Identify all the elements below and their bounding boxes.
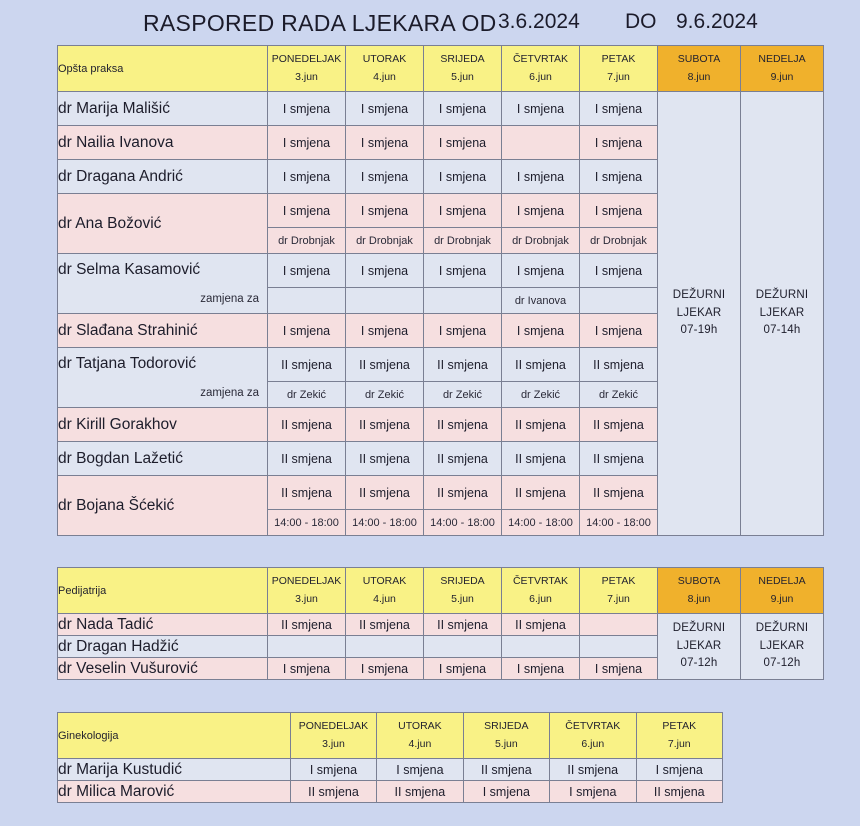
shift-cell: II smjena	[424, 442, 502, 476]
day-name: UTORAK	[398, 719, 442, 732]
weekend-header-nedelja	[741, 568, 824, 614]
shift-cell	[502, 636, 580, 658]
day-header-ponedeljak	[268, 46, 346, 92]
table-row	[58, 614, 824, 636]
day-name: SRIJEDA	[484, 719, 529, 732]
sub-value-cell	[424, 288, 502, 314]
day-header-petak	[636, 713, 723, 759]
shift-cell: II smjena	[346, 442, 424, 476]
shift-cell: I smjena	[268, 160, 346, 194]
day-name: ČETVRTAK	[512, 574, 569, 587]
day-name: PONEDELJAK	[271, 52, 342, 65]
title-date-from: 3.6.2024	[498, 10, 580, 33]
sub-value-cell	[268, 288, 346, 314]
day-date: 8.jun	[687, 593, 711, 605]
sub-value-cell: dr Zekić	[268, 382, 346, 408]
day-date: 5.jun	[494, 738, 518, 750]
sub-value-cell: dr Drobnjak	[268, 228, 346, 254]
shift-cell: I smjena	[502, 92, 580, 126]
header-row	[58, 568, 824, 614]
day-name: UTORAK	[362, 574, 407, 587]
shift-cell: II smjena	[424, 408, 502, 442]
page-title	[0, 10, 860, 44]
duty-line-2: LJEKAR	[759, 306, 805, 319]
shift-cell: I smjena	[502, 254, 580, 288]
shift-cell: II smjena	[502, 442, 580, 476]
day-header-petak	[580, 568, 658, 614]
shift-cell: I smjena	[424, 314, 502, 348]
sub-value-cell: 14:00 - 18:00	[346, 510, 424, 536]
day-header-četvrtak	[502, 568, 580, 614]
weekend-header-nedelja	[741, 46, 824, 92]
shift-cell: I smjena	[424, 254, 502, 288]
shift-cell: I smjena	[502, 194, 580, 228]
shift-cell: II smjena	[580, 442, 658, 476]
sub-value-cell: 14:00 - 18:00	[268, 510, 346, 536]
day-name: NEDELJA	[758, 52, 806, 65]
shift-cell: I smjena	[580, 658, 658, 680]
day-name: PETAK	[662, 719, 697, 732]
sub-value-cell: 14:00 - 18:00	[424, 510, 502, 536]
duty-line-2: LJEKAR	[676, 639, 722, 652]
shift-cell: II smjena	[268, 348, 346, 382]
header-row	[58, 46, 824, 92]
day-name: PETAK	[601, 52, 636, 65]
weekend-header-subota	[658, 46, 741, 92]
shift-cell: II smjena	[268, 476, 346, 510]
shift-cell: I smjena	[424, 160, 502, 194]
doctor-name: dr Tatjana Todorović zamjena za	[58, 348, 268, 408]
day-name: SUBOTA	[677, 574, 721, 587]
day-date: 9.jun	[770, 71, 794, 83]
shift-cell: I smjena	[346, 254, 424, 288]
shift-cell: I smjena	[346, 194, 424, 228]
shift-cell: II smjena	[424, 614, 502, 636]
day-name: PONEDELJAK	[271, 574, 342, 587]
day-header-četvrtak	[550, 713, 636, 759]
doctor-name: dr Marija Mališić	[58, 92, 268, 126]
day-header-srijeda	[424, 568, 502, 614]
shift-cell: II smjena	[290, 781, 376, 803]
duty-line-3: 07-12h	[680, 657, 718, 670]
table-row	[58, 92, 824, 126]
shift-cell: I smjena	[377, 759, 463, 781]
day-date: 7.jun	[607, 71, 630, 83]
shift-cell	[580, 636, 658, 658]
day-date: 4.jun	[373, 593, 396, 605]
shift-cell: II smjena	[502, 348, 580, 382]
day-date: 4.jun	[373, 71, 396, 83]
day-date: 8.jun	[687, 71, 711, 83]
duty-cell-sunday	[741, 614, 824, 680]
doctor-name: dr Selma Kasamović zamjena za	[58, 254, 268, 314]
shift-cell: II smjena	[346, 614, 424, 636]
doctor-name: dr Dragan Hadžić	[58, 636, 268, 658]
shift-cell: I smjena	[502, 160, 580, 194]
doctor-name: dr Ana Božović	[58, 194, 268, 254]
shift-cell: I smjena	[424, 92, 502, 126]
doctor-name: dr Bogdan Lažetić	[58, 442, 268, 476]
table-ginekologija	[57, 712, 723, 803]
doctor-name: dr Slađana Strahinić	[58, 314, 268, 348]
sub-value-cell: dr Zekić	[580, 382, 658, 408]
day-header-utorak	[377, 713, 463, 759]
shift-cell: I smjena	[580, 160, 658, 194]
shift-cell	[346, 636, 424, 658]
duty-line-2: LJEKAR	[676, 306, 722, 319]
shift-cell: II smjena	[502, 476, 580, 510]
duty-line-3: 07-19h	[680, 324, 718, 337]
day-date: 4.jun	[408, 738, 432, 750]
shift-cell: I smjena	[550, 781, 636, 803]
sub-value-cell: dr Zekić	[424, 382, 502, 408]
shift-cell: II smjena	[268, 408, 346, 442]
sub-value-cell: 14:00 - 18:00	[580, 510, 658, 536]
shift-cell: I smjena	[346, 126, 424, 160]
shift-cell: I smjena	[346, 92, 424, 126]
doctor-name: dr Milica Marović	[58, 781, 291, 803]
shift-cell: I smjena	[346, 314, 424, 348]
day-date: 9.jun	[770, 593, 794, 605]
sub-label: zamjena za	[200, 293, 259, 305]
sub-value-cell: dr Ivanova	[502, 288, 580, 314]
table-row	[58, 759, 723, 781]
day-date: 7.jun	[607, 593, 630, 605]
day-name: NEDELJA	[758, 574, 806, 587]
day-header-srijeda	[463, 713, 549, 759]
shift-cell	[424, 636, 502, 658]
day-date: 5.jun	[451, 71, 474, 83]
shift-cell: I smjena	[580, 92, 658, 126]
section-label: Ginekologija	[58, 713, 291, 759]
day-date: 3.jun	[295, 593, 318, 605]
duty-line-1: DEŽURNI	[672, 288, 726, 301]
shift-cell	[268, 636, 346, 658]
shift-cell: II smjena	[268, 614, 346, 636]
sub-value-cell: dr Drobnjak	[502, 228, 580, 254]
day-header-utorak	[346, 46, 424, 92]
shift-cell: I smjena	[580, 254, 658, 288]
weekend-header-subota	[658, 568, 741, 614]
shift-cell: I smjena	[580, 194, 658, 228]
day-header-četvrtak	[502, 46, 580, 92]
shift-cell: II smjena	[377, 781, 463, 803]
table-opsta-praksa	[57, 45, 824, 536]
section-label: Opšta praksa	[58, 46, 268, 92]
duty-line-2: LJEKAR	[759, 639, 805, 652]
day-date: 3.jun	[322, 738, 345, 750]
shift-cell: II smjena	[502, 614, 580, 636]
shift-cell: I smjena	[502, 314, 580, 348]
day-date: 3.jun	[295, 71, 318, 83]
shift-cell: I smjena	[268, 658, 346, 680]
shift-cell: II smjena	[502, 408, 580, 442]
shift-cell: I smjena	[424, 126, 502, 160]
duty-line-3: 07-14h	[763, 324, 801, 337]
title-date-to: 9.6.2024	[676, 10, 758, 33]
doctor-name: dr Veselin Vušurović	[58, 658, 268, 680]
title-connector: DO	[625, 10, 657, 33]
day-date: 6.jun	[529, 593, 552, 605]
shift-cell: II smjena	[550, 759, 636, 781]
shift-cell: I smjena	[268, 126, 346, 160]
header-row	[58, 713, 723, 759]
shift-cell: II smjena	[268, 442, 346, 476]
sub-value-cell: dr Drobnjak	[424, 228, 502, 254]
shift-cell: I smjena	[580, 314, 658, 348]
table-row	[58, 781, 723, 803]
duty-line-1: DEŽURNI	[672, 621, 726, 634]
shift-cell: I smjena	[636, 759, 723, 781]
shift-cell: I smjena	[346, 658, 424, 680]
day-name: SRIJEDA	[440, 574, 485, 587]
day-header-petak	[580, 46, 658, 92]
title-main-text: RASPORED RADA LJEKARA OD	[143, 10, 497, 36]
shift-cell: I smjena	[502, 658, 580, 680]
day-date: 6.jun	[581, 738, 605, 750]
shift-cell: I smjena	[580, 126, 658, 160]
duty-cell-sunday	[741, 92, 824, 536]
shift-cell: I smjena	[268, 194, 346, 228]
shift-cell	[502, 126, 580, 160]
day-name: PETAK	[601, 574, 636, 587]
day-name: PONEDELJAK	[298, 719, 369, 732]
shift-cell: I smjena	[346, 160, 424, 194]
sub-value-cell: dr Drobnjak	[346, 228, 424, 254]
day-date: 7.jun	[667, 738, 691, 750]
shift-cell: I smjena	[290, 759, 376, 781]
day-name: SRIJEDA	[440, 52, 485, 65]
sub-value-cell: dr Zekić	[346, 382, 424, 408]
shift-cell: II smjena	[424, 476, 502, 510]
doctor-name: dr Marija Kustudić	[58, 759, 291, 781]
sub-value-cell	[346, 288, 424, 314]
sub-value-cell	[580, 288, 658, 314]
sub-value-cell: dr Zekić	[502, 382, 580, 408]
day-name: ČETVRTAK	[512, 52, 569, 65]
day-header-srijeda	[424, 46, 502, 92]
table-pedijatrija	[57, 567, 824, 680]
day-name: ČETVRTAK	[565, 719, 621, 732]
shift-cell: II smjena	[463, 759, 549, 781]
shift-cell: I smjena	[424, 194, 502, 228]
shift-cell: II smjena	[424, 348, 502, 382]
doctor-name: dr Bojana Šćekić	[58, 476, 268, 536]
sub-label: zamjena za	[200, 387, 259, 399]
duty-line-1: DEŽURNI	[755, 621, 809, 634]
shift-cell: II smjena	[346, 408, 424, 442]
duty-cell-saturday	[658, 614, 741, 680]
section-label: Pedijatrija	[58, 568, 268, 614]
shift-cell: II smjena	[636, 781, 723, 803]
day-header-utorak	[346, 568, 424, 614]
shift-cell: I smjena	[268, 92, 346, 126]
shift-cell: I smjena	[424, 658, 502, 680]
sub-value-cell: 14:00 - 18:00	[502, 510, 580, 536]
shift-cell: II smjena	[346, 476, 424, 510]
day-header-ponedeljak	[268, 568, 346, 614]
duty-line-3: 07-12h	[763, 657, 801, 670]
duty-cell-saturday	[658, 92, 741, 536]
shift-cell: II smjena	[346, 348, 424, 382]
doctor-name: dr Nada Tadić	[58, 614, 268, 636]
shift-cell	[580, 614, 658, 636]
day-date: 6.jun	[529, 71, 552, 83]
shift-cell: II smjena	[580, 408, 658, 442]
shift-cell: I smjena	[268, 314, 346, 348]
shift-cell: II smjena	[580, 348, 658, 382]
day-name: UTORAK	[362, 52, 407, 65]
shift-cell: I smjena	[463, 781, 549, 803]
doctor-name: dr Kirill Gorakhov	[58, 408, 268, 442]
shift-cell: I smjena	[268, 254, 346, 288]
sub-value-cell: dr Drobnjak	[580, 228, 658, 254]
day-header-ponedeljak	[290, 713, 376, 759]
day-date: 5.jun	[451, 593, 474, 605]
duty-line-1: DEŽURNI	[755, 288, 809, 301]
day-name: SUBOTA	[677, 52, 721, 65]
doctor-name: dr Nailia Ivanova	[58, 126, 268, 160]
shift-cell: II smjena	[580, 476, 658, 510]
doctor-name: dr Dragana Andrić	[58, 160, 268, 194]
